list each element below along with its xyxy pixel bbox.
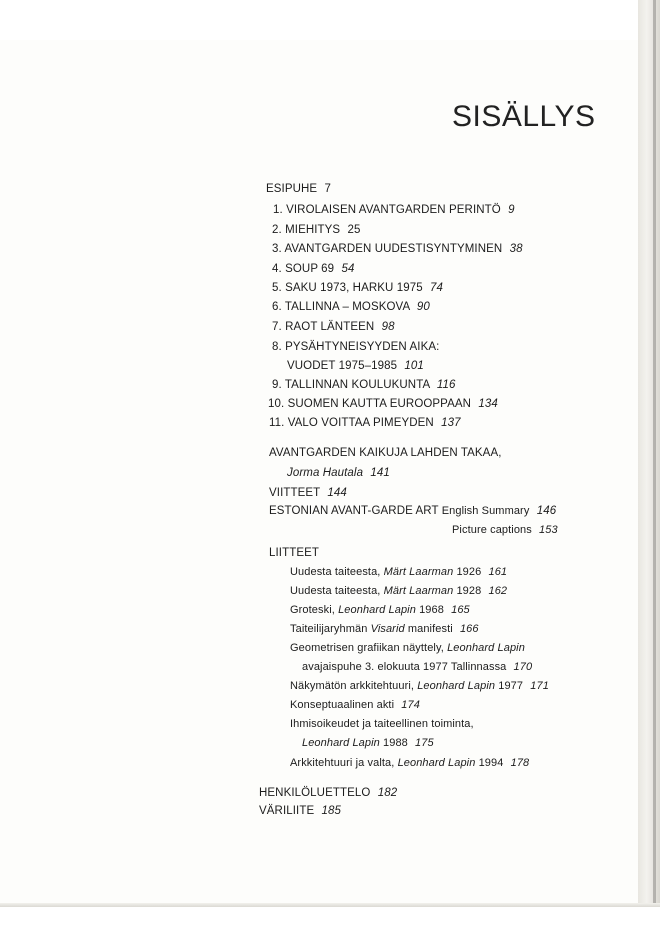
appendix-page: 170 [513,661,533,673]
toc-entry-page: 153 [539,524,558,536]
toc-entry-variliite [259,805,341,817]
chapter-number: 2. [272,224,282,236]
chapter-title: VIROLAISEN AVANTGARDEN PERINTÖ [286,204,501,216]
page-edge [638,0,660,933]
chapter-page: 101 [404,360,424,372]
chapter-number: 11. [269,417,285,429]
toc-entry-author: Jorma Hautala [287,467,364,479]
appendix-year: 1994 [478,757,504,769]
appendix-author: Visarid [370,623,405,635]
toc-entry-label: ESTONIAN AVANT-GARDE ART [269,505,439,517]
chapter-title: VALO VOITTAA PIMEYDEN [287,417,434,429]
appendix-page: 166 [459,623,479,635]
chapter-page: 116 [436,379,456,391]
appendix-year: 1926 [456,566,482,578]
chapter-page: 54 [341,263,355,275]
appendix-page: 175 [415,737,434,749]
appendix-page: 171 [530,680,549,692]
chapter-number: 10. [268,398,285,410]
toc-entry-kaikuja [269,447,502,459]
appendix-item [290,604,470,616]
toc-entry-page: 182 [377,787,398,799]
toc-entry-label: VIITTEET [269,487,321,499]
appendix-page: 165 [451,604,470,616]
toc-entry-estonian [269,505,556,517]
appendix-author: Märt Laarman [383,566,454,578]
chapter-page: 137 [441,417,461,429]
toc-chapter [272,224,361,236]
toc-entry-page: 146 [536,505,557,517]
page-edge-shadow [653,0,656,933]
chapter-number: 4. [272,263,282,275]
appendix-title: Uudesta taiteesta, [290,566,381,578]
chapter-title: AVANTGARDEN UUDESTISYNTYMINEN [284,243,503,255]
appendix-year: 1977 [498,680,524,692]
toc-entry-page: 144 [327,487,347,499]
appendix-page: 162 [488,585,508,597]
toc-chapter [269,417,461,429]
toc-entry-captions [452,524,558,536]
chapter-page: 9 [508,204,515,216]
appendix-author: Leonhard Lapin [397,757,476,769]
appendix-year: 1928 [456,585,482,597]
chapter-title: VUODET 1975–1985 [287,360,398,372]
toc-entry-label: Picture captions [452,524,532,536]
toc-entry-sublabel: English Summary [441,505,530,517]
toc-chapter [272,379,456,391]
chapter-number: 8. [272,341,282,353]
appendix-year: manifesti [407,623,453,635]
chapter-title: RAOT LÄNTEEN [285,321,375,333]
toc-entry-esipuhe [266,183,331,195]
toc-chapter [272,321,395,333]
appendix-title: Ihmisoikeudet ja taiteellinen toiminta, [290,718,474,730]
chapter-page: 98 [381,321,395,333]
toc-chapter [273,204,515,216]
appendix-title: Geometrisen grafiikan näyttely, [290,642,444,654]
appendix-item [290,718,474,730]
chapter-title: PYSÄHTYNEISYYDEN AIKA: [285,341,440,353]
toc-entry-label: VÄRILIITE [259,805,315,817]
toc-entry-page: 185 [321,805,342,817]
toc-chapter [272,263,354,275]
appendix-page: 178 [510,757,530,769]
toc-entry-label: AVANTGARDEN KAIKUJA LAHDEN TAKAA, [269,447,502,459]
chapter-page: 38 [509,243,523,255]
toc-section-liitteet [269,547,319,559]
toc-entry-henkilo [259,787,397,799]
chapter-title: TALLINNA – MOSKOVA [284,301,410,313]
chapter-page: 25 [347,224,361,236]
chapter-title: SOUP 69 [285,263,335,275]
toc-chapter [268,398,498,410]
appendix-author: Märt Laarman [383,585,454,597]
scan-bottom-margin [0,907,660,933]
toc-entry-page: 141 [370,467,390,479]
appendix-title: Taiteilijaryhmän [290,623,368,635]
appendix-year: 1988 [383,737,408,749]
toc-entry-page: 7 [324,183,331,195]
appendix-title: Konseptuaalinen akti [290,699,395,711]
appendix-item [290,757,529,769]
toc-entry-label: ESIPUHE [266,183,318,195]
chapter-title: SUOMEN KAUTTA EUROOPPAAN [287,398,472,410]
chapter-page: 90 [416,301,430,313]
appendix-author: Leonhard Lapin [447,642,525,654]
appendix-item [290,585,507,597]
chapter-number: 5. [272,282,282,294]
appendix-page: 161 [488,566,508,578]
appendix-title: Näkymätön arkkitehtuuri, [290,680,415,692]
appendix-title: Arkkitehtuuri ja valta, [290,757,395,769]
chapter-number: 7. [272,321,282,333]
chapter-title: MIEHITYS [285,224,341,236]
appendix-title: avajaispuhe 3. elokuuta 1977 Tallinnassa [302,661,507,673]
page-title: SISÄLLYS [452,100,596,133]
toc-chapter-continued [287,360,424,372]
appendix-item [290,642,525,654]
appendix-item [290,699,420,711]
toc-chapter [272,243,523,255]
toc-chapter [272,341,439,353]
appendix-item [290,566,507,578]
appendix-title: Groteski, [290,604,335,616]
chapter-title: SAKU 1973, HARKU 1975 [285,282,423,294]
toc-chapter [272,282,443,294]
appendix-item [290,623,479,635]
chapter-title: TALLINNAN KOULUKUNTA [284,379,430,391]
section-heading: LIITTEET [269,547,320,559]
appendix-item [290,680,549,692]
appendix-page: 174 [401,699,420,711]
appendix-author: Leonhard Lapin [417,680,496,692]
toc-entry-label: HENKILÖLUETTELO [259,787,371,799]
chapter-page: 74 [430,282,444,294]
appendix-title: Uudesta taiteesta, [290,585,381,597]
scan-top-margin [0,0,660,40]
appendix-author: Leonhard Lapin [302,737,380,749]
chapter-page: 134 [478,398,498,410]
appendix-year: 1968 [419,604,444,616]
chapter-number: 3. [272,243,282,255]
toc-entry-kaikuja-author [287,467,390,479]
toc-entry-viitteet [269,487,347,499]
appendix-author: Leonhard Lapin [338,604,416,616]
chapter-number: 9. [272,379,282,391]
chapter-number: 1. [273,204,283,216]
toc-chapter [272,301,430,313]
appendix-item-continued [302,661,532,673]
appendix-item-continued [302,737,434,749]
chapter-number: 6. [272,301,282,313]
